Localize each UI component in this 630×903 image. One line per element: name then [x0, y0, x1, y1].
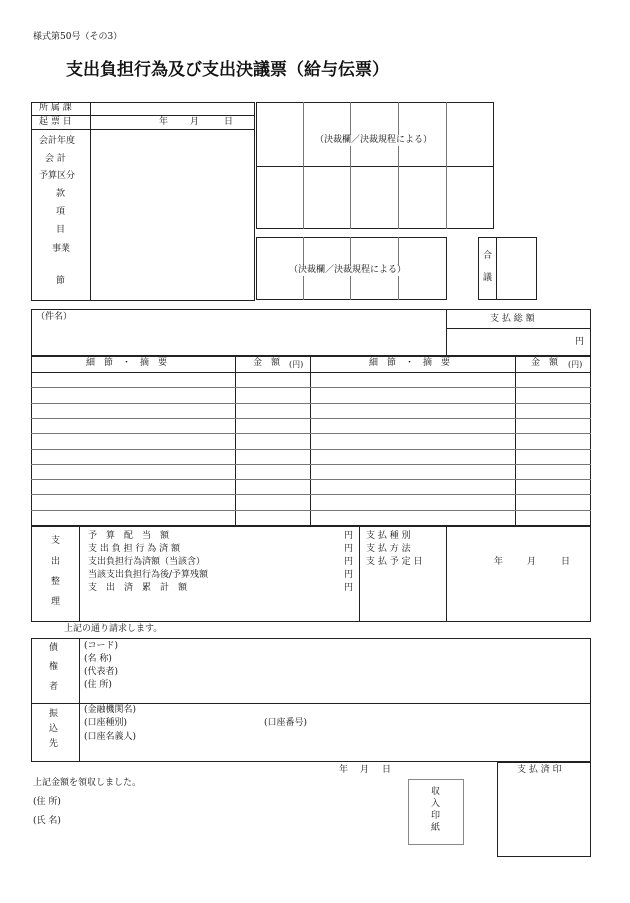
subject-label: （件名） [36, 312, 73, 322]
detail-row-line [31, 510, 591, 511]
receipt-year: 年 [339, 765, 349, 775]
receipt-month: 月 [360, 765, 370, 775]
detail-row-line [31, 479, 591, 480]
expense-side-3: 整 [51, 577, 61, 587]
creditor-side-3: 者 [49, 682, 59, 692]
label-issue-date: 起 票 日 [39, 117, 72, 127]
budget-allocation-label: 予 算 配 当 額 [88, 531, 170, 541]
total-payment-yen: 円 [575, 337, 585, 347]
creditor-side-2: 権 [49, 662, 59, 672]
yen-unit-3: 円 [344, 557, 354, 567]
receipt-day: 日 [382, 765, 392, 775]
detail-row-line [31, 418, 591, 419]
issue-date-year: 年 [159, 117, 169, 127]
transfer-side-3: 先 [49, 739, 59, 749]
header-item-right: 細 節 ・ 摘 要 [369, 358, 451, 368]
header-amount-right: 金 額 [531, 358, 559, 368]
receipt-statement: 上記金額を領収しました。 [33, 778, 142, 788]
consultation-box [478, 237, 537, 300]
payment-due-label: 支 払 予 定 日 [366, 557, 423, 567]
transfer-side-2: 込 [49, 724, 59, 734]
header-unit-left: (円) [289, 360, 304, 369]
revenue-stamp-char-4: 紙 [431, 823, 441, 833]
yen-unit-4: 円 [344, 570, 354, 580]
label-moku: 目 [56, 225, 66, 235]
info-block [31, 102, 255, 301]
detail-header-divider [31, 372, 591, 373]
detail-row-line [31, 494, 591, 495]
header-unit-right: (円) [568, 360, 583, 369]
request-note: 上記の通り請求します。 [64, 624, 163, 634]
transfer-side-1: 振 [49, 709, 59, 719]
receipt-name-label: (氏 名) [33, 816, 61, 826]
issue-date-day: 日 [224, 117, 234, 127]
label-department: 所 属 課 [39, 103, 72, 113]
consultation-label-1: 合 [483, 251, 493, 261]
total-payment-label: 支 払 総 額 [490, 314, 535, 324]
expense-side-1: 支 [51, 536, 61, 546]
committed-including-label: 支出負担行為済額（当該含） [88, 557, 206, 567]
account-number-label: (口座番号) [264, 718, 308, 728]
approval-note-upper: （決裁欄／決裁規程による） [315, 135, 433, 145]
creditor-side-1: 債 [49, 643, 59, 653]
label-kou: 項 [56, 207, 66, 217]
page-title: 支出負担行為及び支出決議票（給与伝票） [66, 60, 389, 80]
detail-row-line [31, 433, 591, 434]
expense-side-2: 出 [51, 557, 61, 567]
detail-row-line [31, 449, 591, 450]
label-account: 会 計 [45, 154, 66, 164]
detail-row-line [31, 403, 591, 404]
receipt-address-label: (住 所) [33, 797, 61, 807]
bank-name-label: (金融機関名) [84, 705, 137, 715]
creditor-address-label: (住 所) [84, 680, 112, 690]
account-holder-label: (口座名義人) [84, 732, 137, 742]
payment-due-year: 年 [494, 557, 504, 567]
label-fiscal-year: 会計年度 [39, 136, 76, 146]
revenue-stamp-char-1: 収 [431, 787, 441, 797]
approval-note-lower: （決裁欄／決裁規程による） [289, 265, 407, 275]
payment-method-label: 支 払 方 法 [366, 544, 411, 554]
payment-due-month: 月 [527, 557, 537, 567]
creditor-section [31, 638, 591, 762]
header-item-left: 細 節 ・ 摘 要 [86, 358, 168, 368]
paid-stamp-label: 支 払 済 印 [517, 765, 562, 775]
yen-unit-5: 円 [344, 583, 354, 593]
payment-type-label: 支 払 種 別 [366, 531, 411, 541]
detail-row-line [31, 464, 591, 465]
label-project: 事業 [52, 244, 71, 254]
revenue-stamp-char-3: 印 [431, 811, 441, 821]
committed-amount-label: 支 出 負 担 行 為 済 額 [88, 544, 181, 554]
cumulative-expense-label: 支 出 済 累 計 額 [88, 583, 188, 593]
creditor-code-label: (コード) [84, 641, 119, 651]
label-budget-category: 予算区分 [39, 171, 76, 181]
label-kan: 款 [56, 189, 66, 199]
payment-due-day: 日 [561, 557, 571, 567]
header-amount-left: 金 額 [253, 358, 281, 368]
revenue-stamp-char-2: 入 [431, 799, 441, 809]
detail-table [31, 356, 591, 526]
issue-date-month: 月 [190, 117, 200, 127]
paid-stamp-box [497, 762, 591, 857]
form-number: 様式第50号（その3） [33, 32, 123, 42]
yen-unit-1: 円 [344, 531, 354, 541]
label-setsu: 節 [56, 276, 66, 286]
creditor-name-label: (名 称) [84, 654, 112, 664]
yen-unit-2: 円 [344, 544, 354, 554]
detail-row-line [31, 387, 591, 388]
expense-side-4: 理 [51, 597, 61, 607]
creditor-representative-label: (代表者) [84, 667, 119, 677]
budget-remaining-label: 当該支出負担行為後/予算残額 [88, 570, 209, 580]
consultation-label-2: 議 [483, 273, 493, 283]
account-type-label: (口座種別) [84, 718, 128, 728]
